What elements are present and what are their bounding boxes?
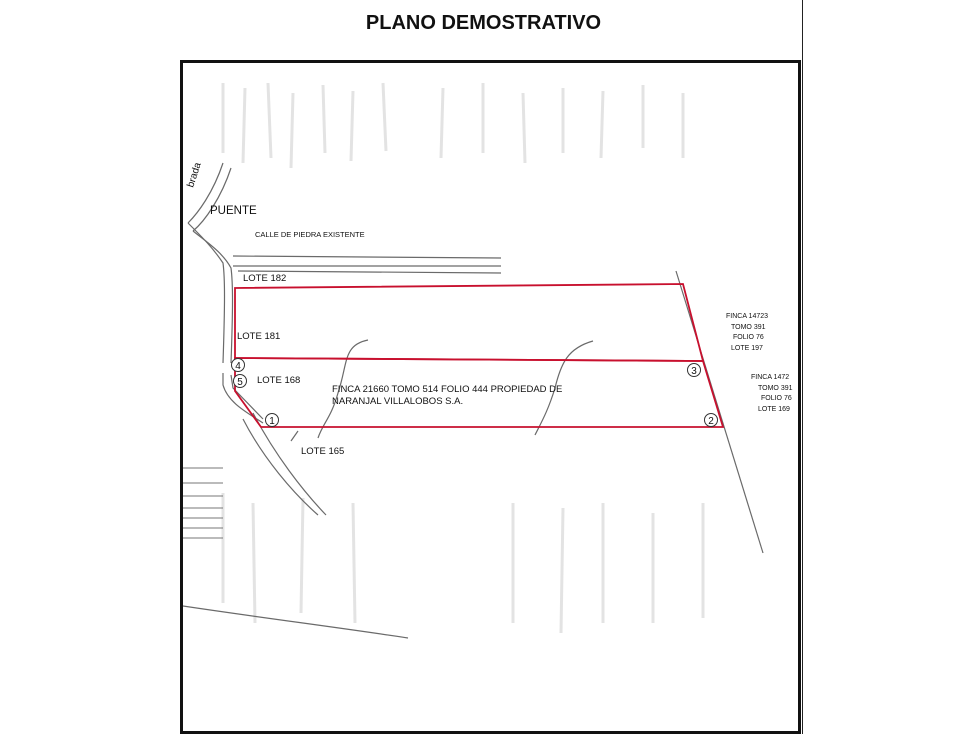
svg-text:3: 3 (691, 366, 697, 377)
finca-21660-label-line1: FINCA 21660 TOMO 514 FOLIO 444 PROPIEDAD DE (332, 384, 563, 395)
lote-168-label: LOTE 168 (257, 375, 301, 386)
finca-21660-label-line2: NARANJAL VILLALOBOS S.A. (332, 396, 464, 407)
svg-text:5: 5 (237, 377, 243, 388)
finca-14723-label (726, 313, 768, 352)
puente-label: PUENTE (210, 205, 257, 217)
vertex-3-marker (688, 364, 701, 378)
property-boundaries (235, 284, 723, 427)
svg-text:LOTE 197: LOTE 197 (731, 345, 763, 352)
vertex-4-marker (232, 359, 245, 373)
lote-181-label: LOTE 181 (237, 331, 281, 342)
vertex-5-marker (234, 375, 247, 389)
svg-text:4: 4 (235, 361, 241, 372)
svg-text:1: 1 (269, 416, 275, 427)
lote-181-boundary (235, 284, 703, 361)
map-labels (185, 161, 792, 457)
site-plan (183, 63, 798, 731)
lote-182-label: LOTE 182 (243, 273, 287, 284)
svg-text:FINCA 1472: FINCA 1472 (751, 374, 790, 381)
vertex-1-marker (266, 414, 279, 428)
svg-text:FOLIO 76: FOLIO 76 (761, 395, 792, 402)
svg-text:FOLIO 76: FOLIO 76 (733, 334, 764, 341)
margin-legend (183, 468, 223, 538)
svg-text:FINCA 14723: FINCA 14723 (726, 313, 769, 320)
svg-text:2: 2 (708, 416, 714, 427)
page-title: PLANO DEMOSTRATIVO (365, 12, 602, 34)
map-frame (180, 60, 801, 734)
finca-1472-label (751, 374, 793, 413)
page-edge-line (802, 0, 803, 734)
vertex-2-marker (705, 414, 718, 428)
calle-label: CALLE DE PIEDRA EXISTENTE (255, 230, 365, 239)
quebrada-label: brada (185, 161, 204, 189)
svg-text:TOMO 391: TOMO 391 (758, 385, 793, 392)
lote-165-label: LOTE 165 (301, 446, 345, 457)
svg-text:LOTE 169: LOTE 169 (758, 406, 790, 413)
svg-text:TOMO 391: TOMO 391 (731, 324, 766, 331)
